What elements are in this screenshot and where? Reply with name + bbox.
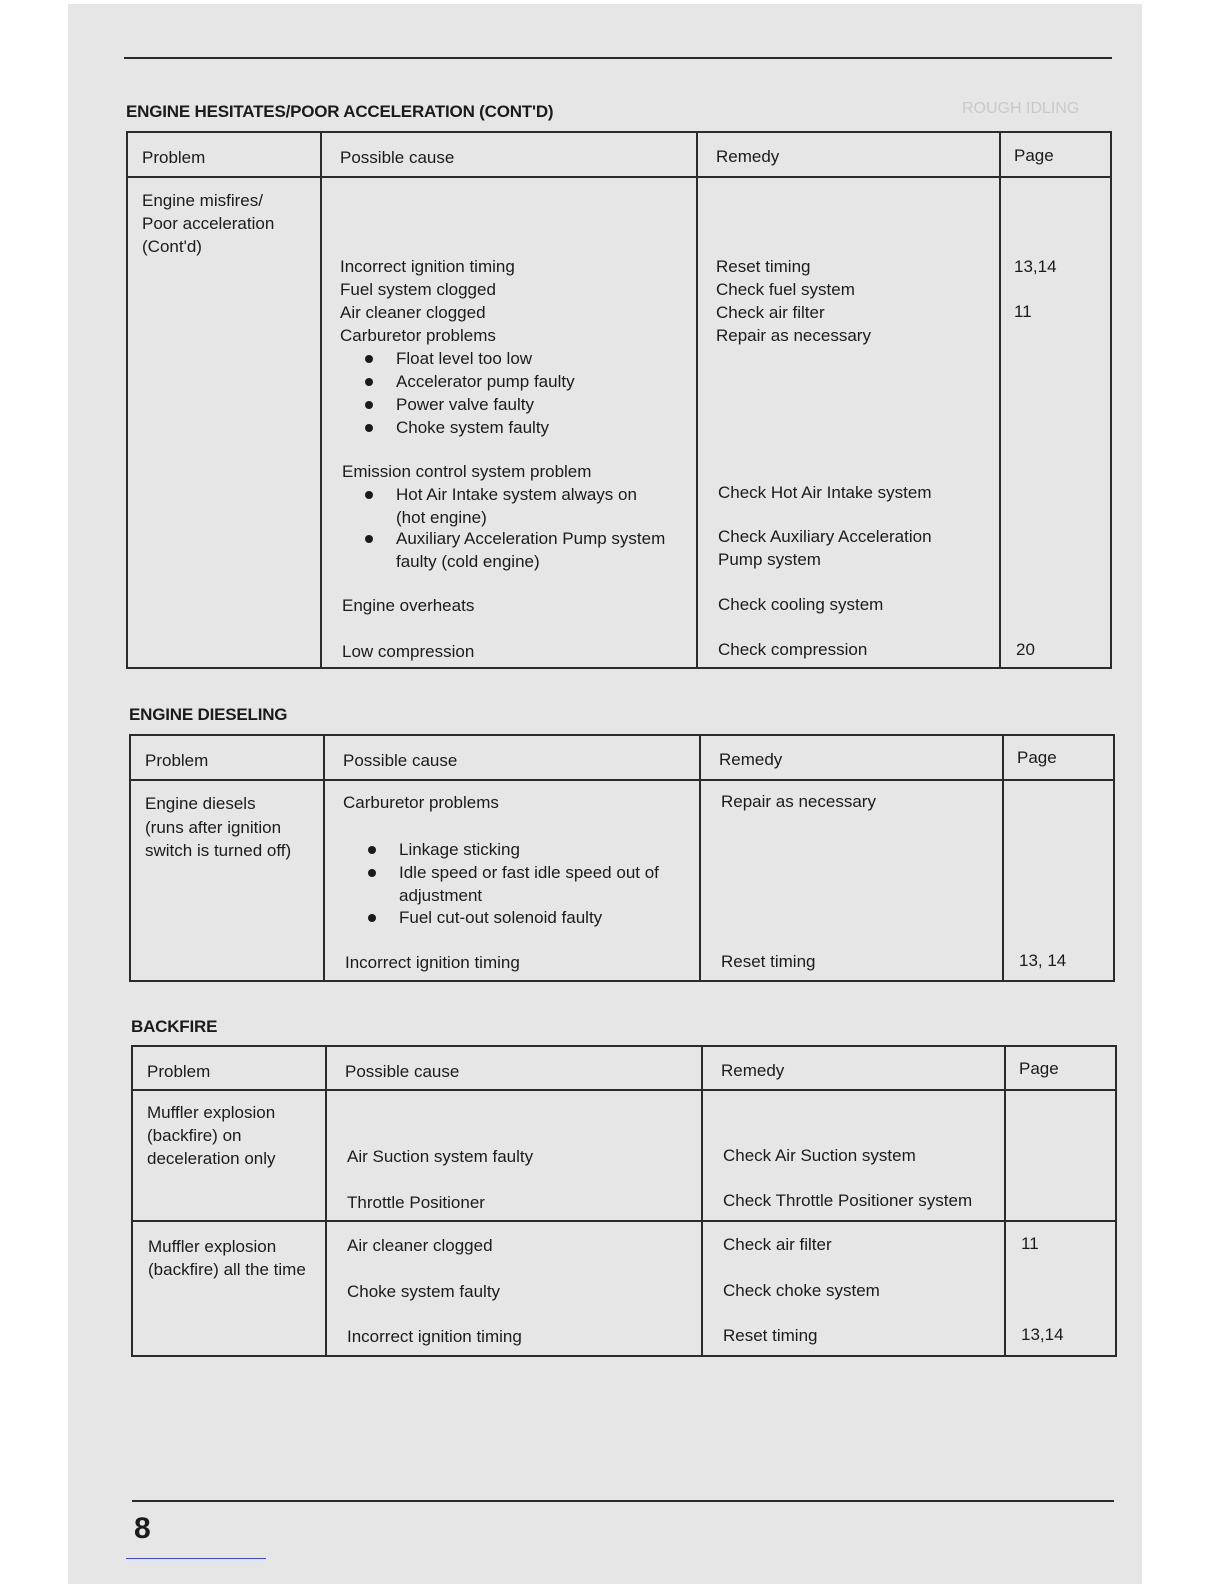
page-ref: 20 xyxy=(1016,640,1035,659)
bullet-item xyxy=(396,416,549,439)
bleed-through-heading: ROUGH IDLING xyxy=(962,100,1080,117)
section-title-hesitates: ENGINE HESITATES/POOR ACCELERATION (CONT'D) xyxy=(126,102,554,121)
cause-item: Air cleaner clogged xyxy=(340,303,486,322)
bullet-text: Idle speed or fast idle speed out of xyxy=(399,863,659,882)
header-problem: Problem xyxy=(142,148,206,167)
problem-line: Muffler explosion xyxy=(148,1237,277,1256)
page-number: 8 xyxy=(134,1512,151,1545)
section-title-dieseling: ENGINE DIESELING xyxy=(129,705,288,724)
cause-item: Incorrect ignition timing xyxy=(347,1327,522,1346)
header-remedy: Remedy xyxy=(721,1061,785,1080)
column-divider xyxy=(323,736,325,980)
column-divider xyxy=(325,1047,327,1355)
remedy-item: Reset timing xyxy=(716,257,811,276)
bullet-text: Power valve faulty xyxy=(396,395,534,414)
bullet-text: Accelerator pump faulty xyxy=(396,372,575,391)
remedy-item: Repair as necessary xyxy=(721,792,876,811)
header-problem: Problem xyxy=(147,1062,211,1081)
bullet-item xyxy=(396,483,637,506)
bullet-text: Linkage sticking xyxy=(399,840,520,859)
column-divider xyxy=(1002,736,1004,980)
bullet-icon xyxy=(365,355,373,363)
remedy-item: Reset timing xyxy=(723,1326,818,1345)
page-ref: 13, 14 xyxy=(1019,951,1067,970)
remedy-item: Check Throttle Positioner system xyxy=(723,1191,973,1210)
bottom-rule xyxy=(132,1500,1114,1502)
problem-line: Poor acceleration xyxy=(142,214,275,233)
column-divider xyxy=(699,736,701,980)
cause-item: Low compression xyxy=(342,642,475,661)
remedy-item: Reset timing xyxy=(721,952,816,971)
bullet-continuation: (hot engine) xyxy=(396,508,487,527)
problem-line: Engine misfires/ xyxy=(142,191,263,210)
bullet-item xyxy=(396,347,532,370)
bullet-text: Hot Air Intake system always on xyxy=(396,485,637,504)
page-ref: 11 xyxy=(1021,1234,1039,1253)
bullet-text: Auxiliary Acceleration Pump system xyxy=(396,529,666,548)
cause-item: Air cleaner clogged xyxy=(347,1236,493,1255)
link-underline xyxy=(126,1558,266,1559)
row-divider xyxy=(133,1220,1115,1222)
column-divider xyxy=(701,1047,703,1355)
problem-line: Engine diesels xyxy=(145,794,256,813)
remedy-item: Check Auxiliary Acceleration xyxy=(718,527,932,546)
header-divider xyxy=(133,1089,1115,1091)
page-ref: 13,14 xyxy=(1021,1325,1064,1344)
header-divider xyxy=(131,779,1113,781)
bullet-item xyxy=(399,906,602,929)
dieseling-table xyxy=(129,734,1115,982)
bullet-continuation: faulty (cold engine) xyxy=(396,552,540,571)
bullet-item xyxy=(396,393,534,416)
problem-line: (Cont'd) xyxy=(142,237,202,256)
bullet-continuation: adjustment xyxy=(399,886,483,905)
header-page: Page xyxy=(1014,146,1054,165)
remedy-item: Check cooling system xyxy=(718,595,884,614)
cause-item: Air Suction system faulty xyxy=(347,1147,534,1166)
backfire-table xyxy=(131,1045,1117,1357)
cause-item: Incorrect ignition timing xyxy=(345,953,520,972)
remedy-item: Check fuel system xyxy=(716,280,855,299)
bullet-item xyxy=(396,527,665,550)
cause-item: Carburetor problems xyxy=(340,326,496,345)
section-title-backfire: BACKFIRE xyxy=(131,1017,218,1036)
page-margin xyxy=(1142,0,1224,1584)
remedy-item: Check compression xyxy=(718,640,868,659)
remedy-item: Check Hot Air Intake system xyxy=(718,483,932,502)
bullet-icon xyxy=(365,378,373,386)
bullet-icon xyxy=(368,914,376,922)
bullet-item xyxy=(399,838,520,861)
cause-item: Fuel system clogged xyxy=(340,280,496,299)
problem-line: (backfire) all the time xyxy=(148,1260,306,1279)
header-remedy: Remedy xyxy=(716,147,780,166)
hesitates-table xyxy=(126,131,1112,669)
column-divider xyxy=(320,133,322,667)
column-divider xyxy=(696,133,698,667)
cause-item: Choke system faulty xyxy=(347,1282,501,1301)
bullet-text: Fuel cut-out solenoid faulty xyxy=(399,908,603,927)
bullet-item xyxy=(399,861,659,884)
bullet-item xyxy=(396,370,575,393)
remedy-item: Check choke system xyxy=(723,1281,880,1300)
header-problem: Problem xyxy=(145,751,209,770)
bullet-text: Choke system faulty xyxy=(396,418,550,437)
column-divider xyxy=(999,133,1001,667)
problem-line: switch is turned off) xyxy=(145,841,292,860)
bullet-text: Float level too low xyxy=(396,349,533,368)
header-page: Page xyxy=(1017,748,1057,767)
cause-item: Carburetor problems xyxy=(343,793,499,812)
bullet-icon xyxy=(365,535,373,543)
problem-line: Muffler explosion xyxy=(147,1103,276,1122)
remedy-item: Repair as necessary xyxy=(716,326,871,345)
header-possible-cause: Possible cause xyxy=(343,751,458,770)
bullet-icon xyxy=(368,846,376,854)
cause-item: Throttle Positioner xyxy=(347,1193,485,1212)
page-ref: 11 xyxy=(1014,302,1032,321)
header-page: Page xyxy=(1019,1059,1059,1078)
bullet-icon xyxy=(365,401,373,409)
header-possible-cause: Possible cause xyxy=(340,148,455,167)
cause-item: Incorrect ignition timing xyxy=(340,257,515,276)
problem-line: (backfire) on xyxy=(147,1126,242,1145)
remedy-item: Check air filter xyxy=(723,1235,832,1254)
cause-item: Emission control system problem xyxy=(342,462,592,481)
remedy-item: Check air filter xyxy=(716,303,825,322)
problem-line: deceleration only xyxy=(147,1149,276,1168)
top-rule xyxy=(124,57,1112,59)
header-possible-cause: Possible cause xyxy=(345,1062,460,1081)
bullet-icon xyxy=(365,491,373,499)
header-remedy: Remedy xyxy=(719,750,783,769)
remedy-item: Check Air Suction system xyxy=(723,1146,916,1165)
column-divider xyxy=(1004,1047,1006,1355)
bullet-icon xyxy=(365,424,373,432)
page-ref: 13,14 xyxy=(1014,257,1057,276)
header-divider xyxy=(128,176,1110,178)
remedy-item: Pump system xyxy=(718,550,821,569)
problem-line: (runs after ignition xyxy=(145,818,282,837)
bullet-icon xyxy=(368,869,376,877)
cause-item: Engine overheats xyxy=(342,596,475,615)
